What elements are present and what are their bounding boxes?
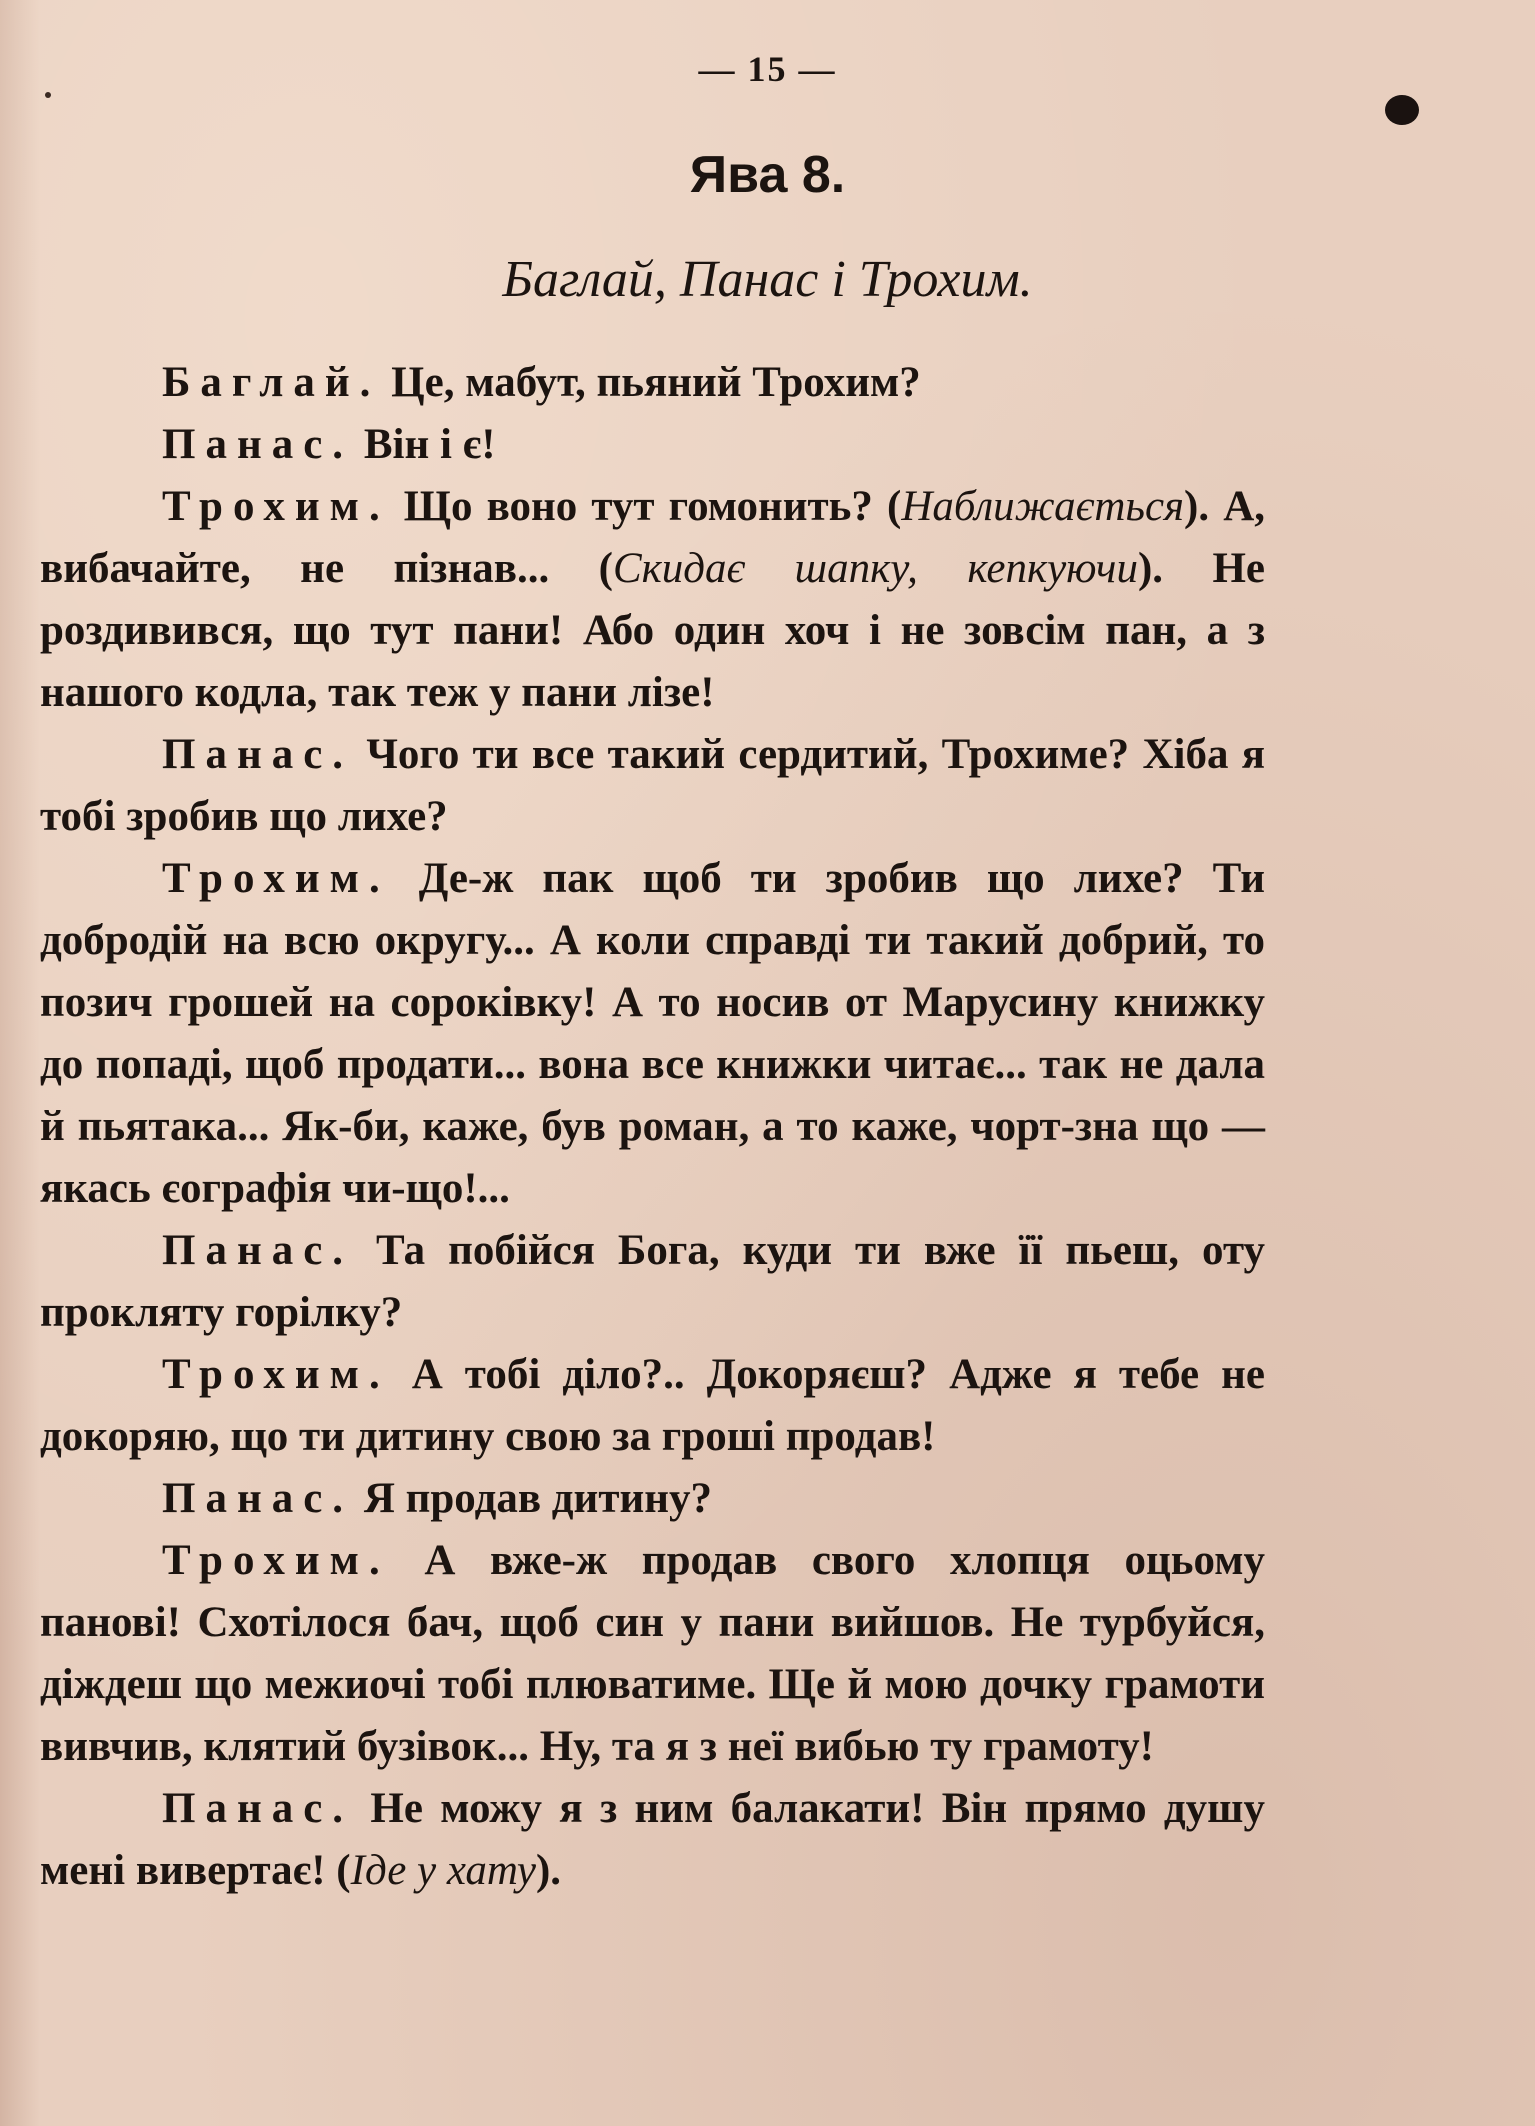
spoken-line: ).: [535, 1847, 562, 1894]
dialogue-paragraph: [40, 1468, 1265, 1530]
spoken-line: А тобі діло?.. Докоряєш? Адже я тебе не докоряю, що ти дитину свою за гроші продав!: [40, 1351, 1265, 1460]
ink-blot: [1385, 95, 1419, 125]
spoken-line: Де-ж пак щоб ти зробив що лихе? Ти добродій на всю округу... А коли справді ти такий добрий, то позич грошей на сороківку! А то носив от Марусину книжку до попаді, щоб продати... вона все книжки читає... так не дала й пьятака... Як-би, каже, був роман, а то каже, чорт-зна що — якась єографія чи-що!...: [40, 855, 1265, 1212]
dialogue-paragraph: [40, 848, 1265, 1220]
speaker-name: Панас.: [162, 1785, 354, 1832]
spoken-line: Він і є!: [353, 421, 496, 468]
spoken-line: Не можу я з ним балакати! Він прямо душу мені вивертає! (: [40, 1785, 1265, 1894]
dialogue-paragraph: [40, 724, 1265, 848]
speaker-name: Трохим.: [162, 1351, 390, 1398]
scene-title: Ява 8.: [689, 146, 846, 204]
ink-dot: [45, 92, 51, 98]
stage-direction: Скидає шапку, кепкуючи: [612, 545, 1138, 592]
dialogue-paragraph: [40, 1778, 1265, 1902]
spoken-line: ). Не роздивився, що тут пани! Або один хоч і не зовсім пан, а з нашого кодла, так теж у пани лізе!: [40, 545, 1265, 716]
dialogue-text: [40, 352, 1265, 1902]
scene-characters: Баглай, Панас і Трохим.: [502, 251, 1033, 308]
spoken-line: Що воно тут гомонить? (: [389, 483, 902, 530]
speaker-name: Панас.: [162, 421, 354, 468]
page-number: — 15 —: [698, 49, 837, 89]
dialogue-paragraph: [40, 352, 1265, 414]
speaker-name: Панас.: [162, 1227, 354, 1274]
dialogue-paragraph: [40, 1220, 1265, 1344]
speaker-name: Панас.: [162, 731, 354, 778]
stage-direction: Наближається: [901, 483, 1185, 530]
stage-direction: Іде у хату: [350, 1847, 536, 1894]
spoken-line: Я продав дитину?: [353, 1475, 712, 1522]
speaker-name: Трохим.: [162, 1537, 390, 1584]
spoken-line: Це, мабут, пьяний Трохим?: [380, 359, 921, 406]
speaker-name: Панас.: [162, 1475, 354, 1522]
spoken-line: А вже-ж продав свого хлопця оцьому панові! Схотілося бач, щоб син у пани вийшов. Не турбуйся, діждеш що межиочі тобі плюватиме. Ще й мою дочку грамоти вивчив, клятий бузівок... Ну, та я з неї вибью ту грамоту!: [40, 1537, 1265, 1770]
speaker-name: Трохим.: [162, 855, 390, 902]
dialogue-paragraph: [40, 1530, 1265, 1778]
dialogue-paragraph: [40, 414, 1265, 476]
dialogue-paragraph: [40, 476, 1265, 724]
spoken-line: ). А, вибачайте, не пізнав... (: [40, 483, 1266, 592]
speaker-name: Баглай.: [162, 359, 381, 406]
spoken-line: Чого ти все такий сердитий, Трохиме? Хіба я тобі зробив що лихе?: [40, 731, 1265, 840]
speaker-name: Трохим.: [162, 483, 390, 530]
spoken-line: Та побійся Бога, куди ти вже її пьеш, оту прокляту горілку?: [40, 1227, 1265, 1336]
dialogue-paragraph: [40, 1344, 1265, 1468]
